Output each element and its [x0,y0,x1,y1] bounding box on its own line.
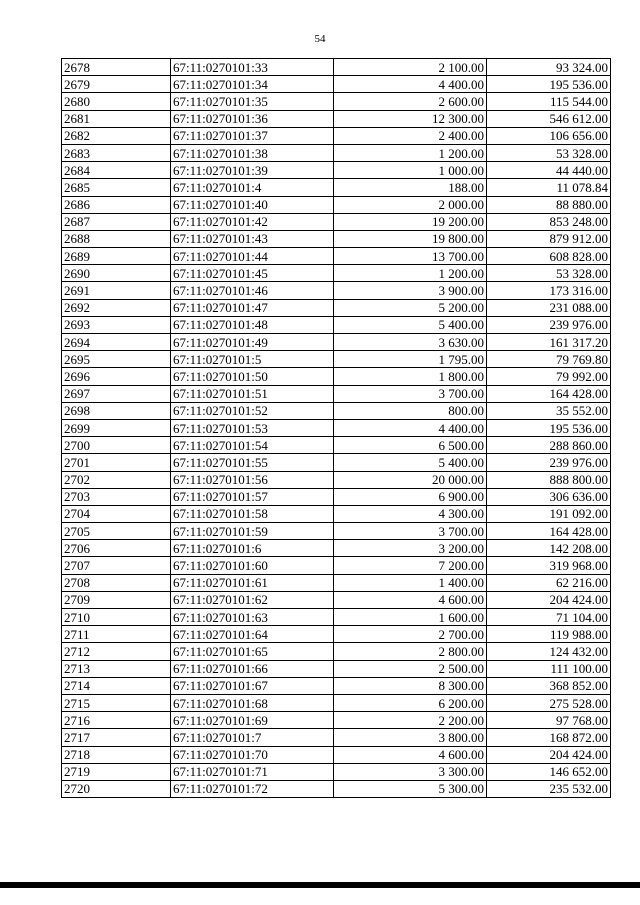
row-number-cell: 2697 [62,385,171,402]
cost-cell: 142 208.00 [487,540,611,557]
area-cell: 2 700.00 [334,626,487,643]
area-cell: 6 200.00 [334,694,487,711]
table-row [62,437,611,454]
cost-cell: 195 536.00 [487,419,611,436]
cost-cell: 288 860.00 [487,437,611,454]
cost-cell: 161 317.20 [487,334,611,351]
cost-cell: 231 088.00 [487,299,611,316]
area-cell: 4 400.00 [334,419,487,436]
table-row [62,248,611,265]
row-number-cell: 2708 [62,574,171,591]
cadastral-number-cell: 67:11:0270101:66 [171,660,334,677]
table-row [62,763,611,780]
area-cell: 5 200.00 [334,299,487,316]
cadastral-number-cell: 67:11:0270101:33 [171,59,334,76]
area-cell: 5 300.00 [334,780,487,797]
cadastral-number-cell: 67:11:0270101:60 [171,557,334,574]
cost-cell: 11 078.84 [487,179,611,196]
row-number-cell: 2706 [62,540,171,557]
row-number-cell: 2716 [62,712,171,729]
area-cell: 4 400.00 [334,76,487,93]
area-cell: 20 000.00 [334,471,487,488]
row-number-cell: 2679 [62,76,171,93]
row-number-cell: 2683 [62,144,171,161]
cost-cell: 53 328.00 [487,144,611,161]
row-number-cell: 2718 [62,746,171,763]
area-cell: 19 800.00 [334,230,487,247]
cost-cell: 146 652.00 [487,763,611,780]
row-number-cell: 2695 [62,351,171,368]
area-cell: 5 400.00 [334,316,487,333]
cadastral-number-cell: 67:11:0270101:40 [171,196,334,213]
table-body [62,59,611,798]
cadastral-number-cell: 67:11:0270101:71 [171,763,334,780]
cadastral-number-cell: 67:11:0270101:52 [171,402,334,419]
cost-cell: 88 880.00 [487,196,611,213]
area-cell: 19 200.00 [334,213,487,230]
row-number-cell: 2689 [62,248,171,265]
table-row [62,230,611,247]
table-row [62,368,611,385]
table-row [62,179,611,196]
cadastral-number-cell: 67:11:0270101:56 [171,471,334,488]
area-cell: 2 600.00 [334,93,487,110]
table-row [62,609,611,626]
cadastral-number-cell: 67:11:0270101:7 [171,729,334,746]
area-cell: 3 800.00 [334,729,487,746]
table-row [62,316,611,333]
table-row [62,471,611,488]
table-row [62,144,611,161]
cost-cell: 164 428.00 [487,523,611,540]
table-row [62,677,611,694]
area-cell: 1 795.00 [334,351,487,368]
cost-cell: 275 528.00 [487,694,611,711]
row-number-cell: 2688 [62,230,171,247]
cost-cell: 44 440.00 [487,162,611,179]
cadastral-number-cell: 67:11:0270101:45 [171,265,334,282]
cost-cell: 168 872.00 [487,729,611,746]
table-row [62,729,611,746]
cadastral-number-cell: 67:11:0270101:4 [171,179,334,196]
table-row [62,402,611,419]
cost-cell: 319 968.00 [487,557,611,574]
cadastral-number-cell: 67:11:0270101:72 [171,780,334,797]
area-cell: 2 400.00 [334,127,487,144]
area-cell: 2 500.00 [334,660,487,677]
cadastral-number-cell: 67:11:0270101:65 [171,643,334,660]
table-row [62,127,611,144]
row-number-cell: 2687 [62,213,171,230]
cadastral-number-cell: 67:11:0270101:57 [171,488,334,505]
cost-cell: 368 852.00 [487,677,611,694]
cadastral-number-cell: 67:11:0270101:67 [171,677,334,694]
area-cell: 2 100.00 [334,59,487,76]
row-number-cell: 2710 [62,609,171,626]
area-cell: 1 600.00 [334,609,487,626]
table-row [62,213,611,230]
row-number-cell: 2682 [62,127,171,144]
cadastral-number-cell: 67:11:0270101:64 [171,626,334,643]
area-cell: 13 700.00 [334,248,487,265]
area-cell: 1 400.00 [334,574,487,591]
table-row [62,419,611,436]
cadastral-number-cell: 67:11:0270101:50 [171,368,334,385]
cadastral-number-cell: 67:11:0270101:47 [171,299,334,316]
table-row [62,505,611,522]
row-number-cell: 2717 [62,729,171,746]
table-row [62,557,611,574]
cost-cell: 888 800.00 [487,471,611,488]
cadastral-number-cell: 67:11:0270101:46 [171,282,334,299]
cost-cell: 164 428.00 [487,385,611,402]
cadastral-number-cell: 67:11:0270101:63 [171,609,334,626]
cost-cell: 306 636.00 [487,488,611,505]
table-row [62,351,611,368]
row-number-cell: 2713 [62,660,171,677]
cost-cell: 879 912.00 [487,230,611,247]
area-cell: 3 900.00 [334,282,487,299]
table-row [62,196,611,213]
row-number-cell: 2696 [62,368,171,385]
row-number-cell: 2681 [62,110,171,127]
cadastral-number-cell: 67:11:0270101:61 [171,574,334,591]
cost-cell: 239 976.00 [487,454,611,471]
cost-cell: 124 432.00 [487,643,611,660]
cost-cell: 119 988.00 [487,626,611,643]
area-cell: 4 600.00 [334,591,487,608]
row-number-cell: 2719 [62,763,171,780]
cadastral-number-cell: 67:11:0270101:35 [171,93,334,110]
row-number-cell: 2692 [62,299,171,316]
cost-cell: 204 424.00 [487,591,611,608]
row-number-cell: 2678 [62,59,171,76]
row-number-cell: 2702 [62,471,171,488]
cost-cell: 173 316.00 [487,282,611,299]
cadastral-number-cell: 67:11:0270101:62 [171,591,334,608]
row-number-cell: 2700 [62,437,171,454]
table-row [62,454,611,471]
cadastral-number-cell: 67:11:0270101:42 [171,213,334,230]
area-cell: 1 800.00 [334,368,487,385]
cadastral-number-cell: 67:11:0270101:39 [171,162,334,179]
table-row [62,574,611,591]
area-cell: 6 500.00 [334,437,487,454]
table-row [62,643,611,660]
table-row [62,334,611,351]
table-row [62,110,611,127]
row-number-cell: 2693 [62,316,171,333]
row-number-cell: 2712 [62,643,171,660]
cost-cell: 62 216.00 [487,574,611,591]
area-cell: 2 200.00 [334,712,487,729]
table-row [62,76,611,93]
footer-rule [0,882,640,888]
row-number-cell: 2715 [62,694,171,711]
table-row [62,626,611,643]
area-cell: 4 300.00 [334,505,487,522]
row-number-cell: 2714 [62,677,171,694]
row-number-cell: 2690 [62,265,171,282]
row-number-cell: 2686 [62,196,171,213]
cadastral-number-cell: 67:11:0270101:43 [171,230,334,247]
cost-cell: 115 544.00 [487,93,611,110]
table-row [62,660,611,677]
area-cell: 3 630.00 [334,334,487,351]
row-number-cell: 2705 [62,523,171,540]
row-number-cell: 2684 [62,162,171,179]
area-cell: 3 300.00 [334,763,487,780]
row-number-cell: 2703 [62,488,171,505]
area-cell: 1 000.00 [334,162,487,179]
table-row [62,93,611,110]
table-row [62,488,611,505]
row-number-cell: 2720 [62,780,171,797]
table-row [62,59,611,76]
cadastral-number-cell: 67:11:0270101:36 [171,110,334,127]
row-number-cell: 2698 [62,402,171,419]
cadastral-number-cell: 67:11:0270101:53 [171,419,334,436]
cost-cell: 608 828.00 [487,248,611,265]
cadastral-number-cell: 67:11:0270101:68 [171,694,334,711]
row-number-cell: 2694 [62,334,171,351]
cadastral-number-cell: 67:11:0270101:54 [171,437,334,454]
area-cell: 3 700.00 [334,523,487,540]
cost-cell: 93 324.00 [487,59,611,76]
table-row [62,694,611,711]
cost-cell: 191 092.00 [487,505,611,522]
area-cell: 4 600.00 [334,746,487,763]
table-row [62,162,611,179]
land-parcel-table [61,58,611,798]
table-row [62,299,611,316]
cost-cell: 53 328.00 [487,265,611,282]
cadastral-number-cell: 67:11:0270101:34 [171,76,334,93]
cadastral-number-cell: 67:11:0270101:5 [171,351,334,368]
cost-cell: 853 248.00 [487,213,611,230]
table-row [62,746,611,763]
table-row [62,385,611,402]
cost-cell: 239 976.00 [487,316,611,333]
cadastral-number-cell: 67:11:0270101:58 [171,505,334,522]
cadastral-number-cell: 67:11:0270101:55 [171,454,334,471]
page-number: 54 [314,33,326,45]
row-number-cell: 2704 [62,505,171,522]
cost-cell: 204 424.00 [487,746,611,763]
cadastral-number-cell: 67:11:0270101:69 [171,712,334,729]
area-cell: 1 200.00 [334,265,487,282]
cost-cell: 111 100.00 [487,660,611,677]
area-cell: 1 200.00 [334,144,487,161]
area-cell: 3 700.00 [334,385,487,402]
row-number-cell: 2711 [62,626,171,643]
row-number-cell: 2701 [62,454,171,471]
cost-cell: 79 769.80 [487,351,611,368]
row-number-cell: 2709 [62,591,171,608]
area-cell: 188.00 [334,179,487,196]
cadastral-number-cell: 67:11:0270101:44 [171,248,334,265]
cost-cell: 546 612.00 [487,110,611,127]
cadastral-number-cell: 67:11:0270101:38 [171,144,334,161]
cadastral-number-cell: 67:11:0270101:49 [171,334,334,351]
table-row [62,523,611,540]
row-number-cell: 2691 [62,282,171,299]
area-cell: 12 300.00 [334,110,487,127]
table-row [62,265,611,282]
area-cell: 7 200.00 [334,557,487,574]
area-cell: 6 900.00 [334,488,487,505]
cost-cell: 235 532.00 [487,780,611,797]
cost-cell: 97 768.00 [487,712,611,729]
cadastral-number-cell: 67:11:0270101:6 [171,540,334,557]
row-number-cell: 2699 [62,419,171,436]
area-cell: 8 300.00 [334,677,487,694]
table-row [62,712,611,729]
row-number-cell: 2680 [62,93,171,110]
cost-cell: 106 656.00 [487,127,611,144]
cadastral-number-cell: 67:11:0270101:70 [171,746,334,763]
row-number-cell: 2707 [62,557,171,574]
cadastral-number-cell: 67:11:0270101:48 [171,316,334,333]
area-cell: 800.00 [334,402,487,419]
area-cell: 2 000.00 [334,196,487,213]
cadastral-number-cell: 67:11:0270101:59 [171,523,334,540]
table-row [62,591,611,608]
area-cell: 3 200.00 [334,540,487,557]
area-cell: 2 800.00 [334,643,487,660]
table-row [62,282,611,299]
cost-cell: 35 552.00 [487,402,611,419]
table-row [62,540,611,557]
cadastral-number-cell: 67:11:0270101:37 [171,127,334,144]
cost-cell: 195 536.00 [487,76,611,93]
table-row [62,780,611,797]
cost-cell: 71 104.00 [487,609,611,626]
cost-cell: 79 992.00 [487,368,611,385]
cadastral-number-cell: 67:11:0270101:51 [171,385,334,402]
area-cell: 5 400.00 [334,454,487,471]
row-number-cell: 2685 [62,179,171,196]
